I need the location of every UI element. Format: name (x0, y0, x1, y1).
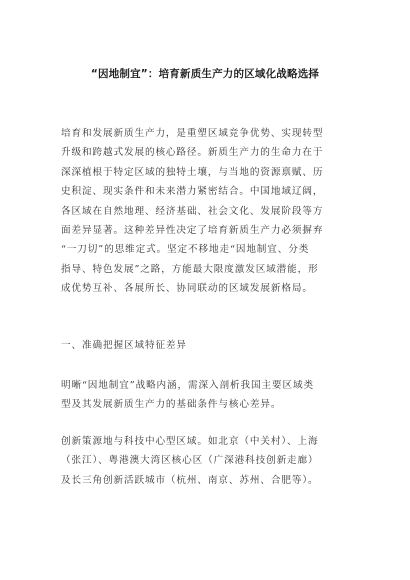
strategy-paragraph (61, 376, 350, 415)
paragraph-line: “一刀切”的思维定式。坚定不移地走“因地制宜、分类 (61, 244, 310, 256)
paragraph-line: 型及其发展新质生产力的基础条件与核心差异。 (61, 399, 282, 411)
region-paragraph (61, 432, 350, 490)
paragraph-line: 指导、特色发展”之路，方能最大限度激发区域潜能，形 (61, 263, 319, 275)
paragraph-line: 明晰“因地制宜”战略内涵，需深入剖析我国主要区域类 (61, 380, 314, 391)
paragraph-line: 升级和跨越式发展的核心路径。新质生产力的生命力在于 (61, 147, 324, 159)
paragraph-line: 创新策源地与科技中心型区域。如北京（中关村）、上海 (61, 436, 319, 447)
paragraph-line: （张江）、粤港澳大湾区核心区（广深港科技创新走廊） (61, 455, 319, 467)
paragraph-line: 史积淀、现实条件和未来潜力紧密结合。中国地域辽阔， (61, 186, 324, 198)
document-title: “因地制宜”：培育新质生产力的区域化战略选择 (90, 68, 320, 80)
section-heading: 一、准确把握区域特征差异 (61, 340, 187, 351)
paragraph-line: 及长三角创新活跃城市（杭州、南京、苏州、合肥等）。 (61, 474, 319, 486)
paragraph-line: 各区域在自然地理、经济基础、社会文化、发展阶段等方 (61, 205, 324, 217)
paragraph-line: 面差异显著。这种差异性决定了培育新质生产力必须摒弃 (61, 225, 324, 237)
intro-paragraph (61, 124, 350, 299)
paragraph-line: 培育和发展新质生产力，是重塑区域竞争优势、实现转型 (61, 128, 324, 139)
paragraph-line: 成优势互补、各展所长、协同联动的区域发展新格局。 (61, 283, 313, 295)
paragraph-line: 深深植根于特定区域的独特土壤，与当地的资源禀赋、历 (61, 166, 324, 178)
